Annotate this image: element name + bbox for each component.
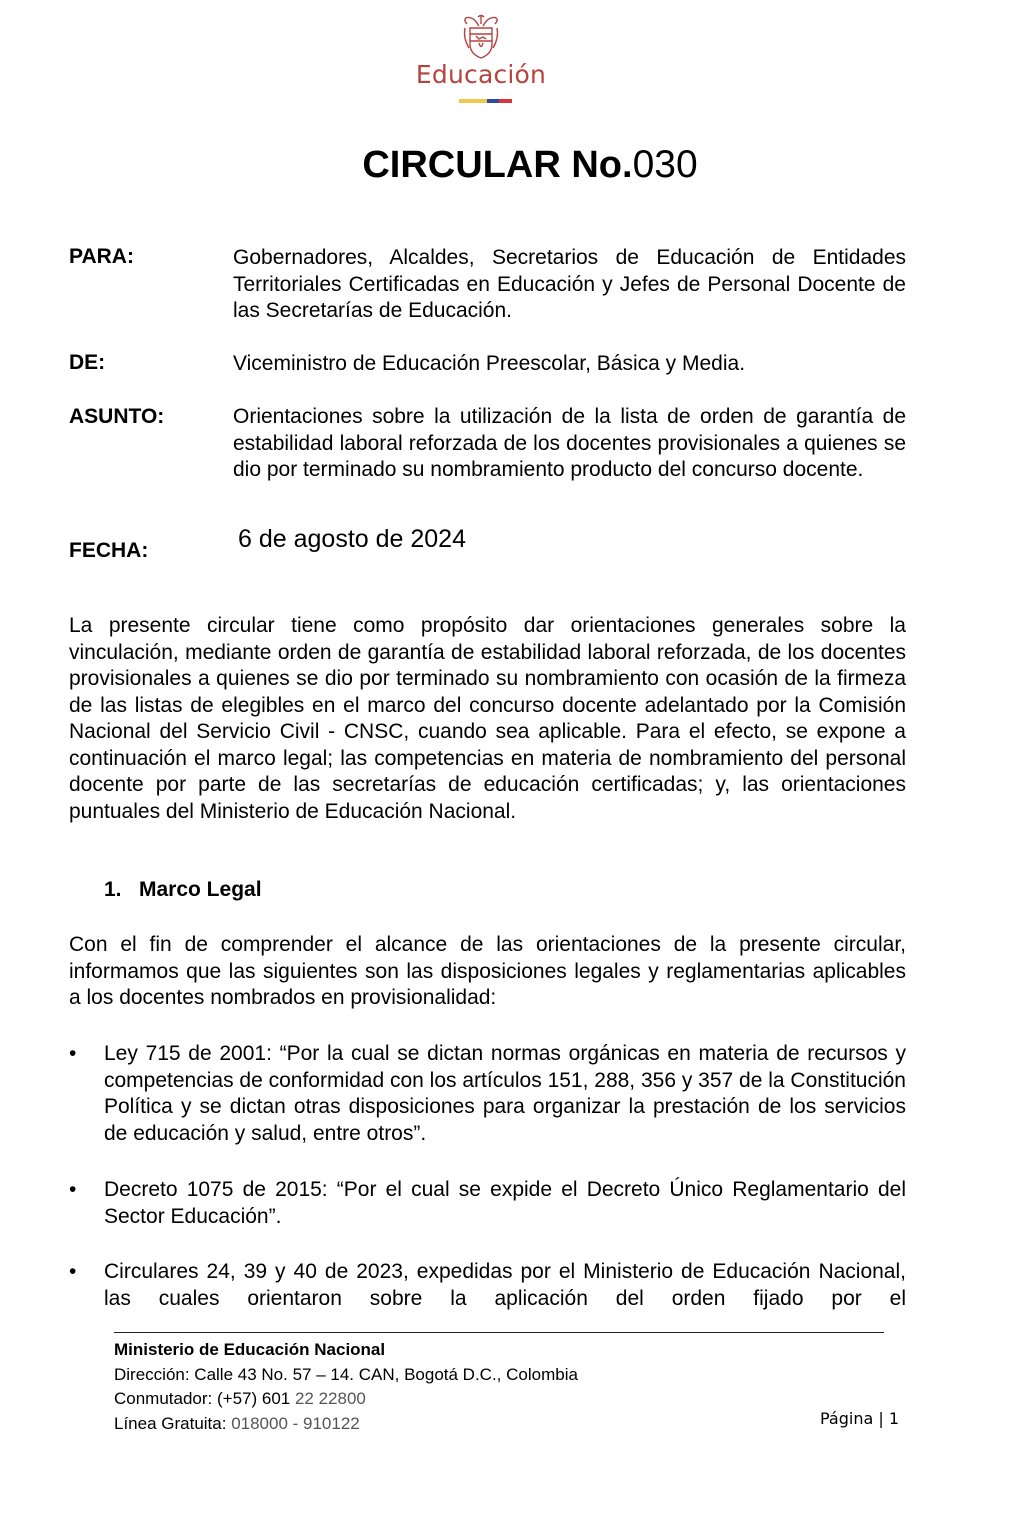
footer	[114, 1338, 578, 1436]
brand-name: Educación	[415, 60, 547, 89]
asunto-label: ASUNTO:	[69, 405, 165, 428]
para-label: PARA:	[69, 245, 134, 268]
de-label: DE:	[69, 351, 106, 374]
fecha-value: 6 de agosto de 2024	[238, 525, 466, 553]
footer-divider	[114, 1332, 884, 1333]
bullet-icon: •	[69, 1042, 77, 1065]
list-item	[69, 1259, 906, 1312]
para-value: Gobernadores, Alcaldes, Secretarios de Educación de Entidades Territoriales Certificadas en Educación y Jefes de Personal Docente de las Secretarías de Educación.	[233, 246, 906, 322]
toll-value: 018000 - 910122	[231, 1413, 360, 1433]
footer-toll-free	[114, 1412, 578, 1437]
document-title	[0, 143, 1032, 187]
fecha-label: FECHA:	[69, 539, 149, 562]
colombia-coat-of-arms-icon	[459, 14, 503, 60]
section-intro-paragraph: Con el fin de comprender el alcance de las orientaciones de la presente circular, informamos que las siguientes son las disposiciones legales y reglamentarias aplicables a los docentes nombrados en provisionalidad:	[69, 933, 906, 1009]
phone-value: 22 22800	[294, 1389, 366, 1408]
footer-address: Dirección: Calle 43 No. 57 – 14. CAN, Bogotá D.C., Colombia	[114, 1364, 578, 1384]
title-label: CIRCULAR No.	[362, 144, 633, 186]
footer-org: Ministerio de Educación Nacional	[114, 1340, 386, 1359]
list-item-text: Circulares 24, 39 y 40 de 2023, expedidas por el Ministerio de Educación Nacional, las cuales orientaron sobre la aplicación del orden fijado por el	[104, 1260, 906, 1310]
section-number: 1.	[104, 878, 122, 901]
section-title: Marco Legal	[139, 878, 262, 901]
footer-phone	[114, 1387, 578, 1412]
bullet-icon: •	[69, 1178, 77, 1201]
bullet-icon: •	[69, 1260, 77, 1283]
page-number: Página | 1	[820, 1409, 900, 1428]
phone-label: Conmutador: (+57) 601	[114, 1389, 295, 1408]
section-heading	[104, 878, 262, 902]
list-item	[69, 1177, 906, 1230]
asunto-value: Orientaciones sobre la utilización de la lista de orden de garantía de estabilidad laboral reforzada de los docentes provisionales a quienes se dio por terminado su nombramiento producto del concurso docente.	[233, 405, 906, 481]
list-item	[69, 1041, 906, 1147]
list-item-text: Decreto 1075 de 2015: “Por el cual se expide el Decreto Único Reglamentario del Sector Educación”.	[104, 1178, 906, 1228]
circular-number: 030	[632, 143, 698, 186]
colombia-flag-stripe	[459, 99, 512, 103]
toll-label: Línea Gratuita:	[114, 1413, 232, 1433]
intro-paragraph: La presente circular tiene como propósito dar orientaciones generales sobre la vinculación, mediante orden de garantía de estabilidad laboral reforzada, de los docentes provisionales a quienes se dio por terminado su nombramiento con ocasión de la firmeza de las listas de elegibles en el marco del concurso docente adelantado por la Comisión Nacional del Servicio Civil - CNSC, cuando sea aplicable. Para el efecto, se expone a continuación el marco legal; las competencias en materia de nombramiento del personal docente por parte de las secretarías de educación certificadas; y, las orientaciones puntuales del Ministerio de Educación Nacional.	[69, 614, 906, 823]
list-item-text: Ley 715 de 2001: “Por la cual se dictan normas orgánicas en materia de recursos y competencias de conformidad con los artículos 151, 288, 356 y 357 de la Constitución Política y se dictan otras disposiciones para organizar la prestación de los servicios de educación y salud, entre otros”.	[104, 1042, 906, 1145]
de-value: Viceministro de Educación Preescolar, Básica y Media.	[233, 352, 746, 375]
